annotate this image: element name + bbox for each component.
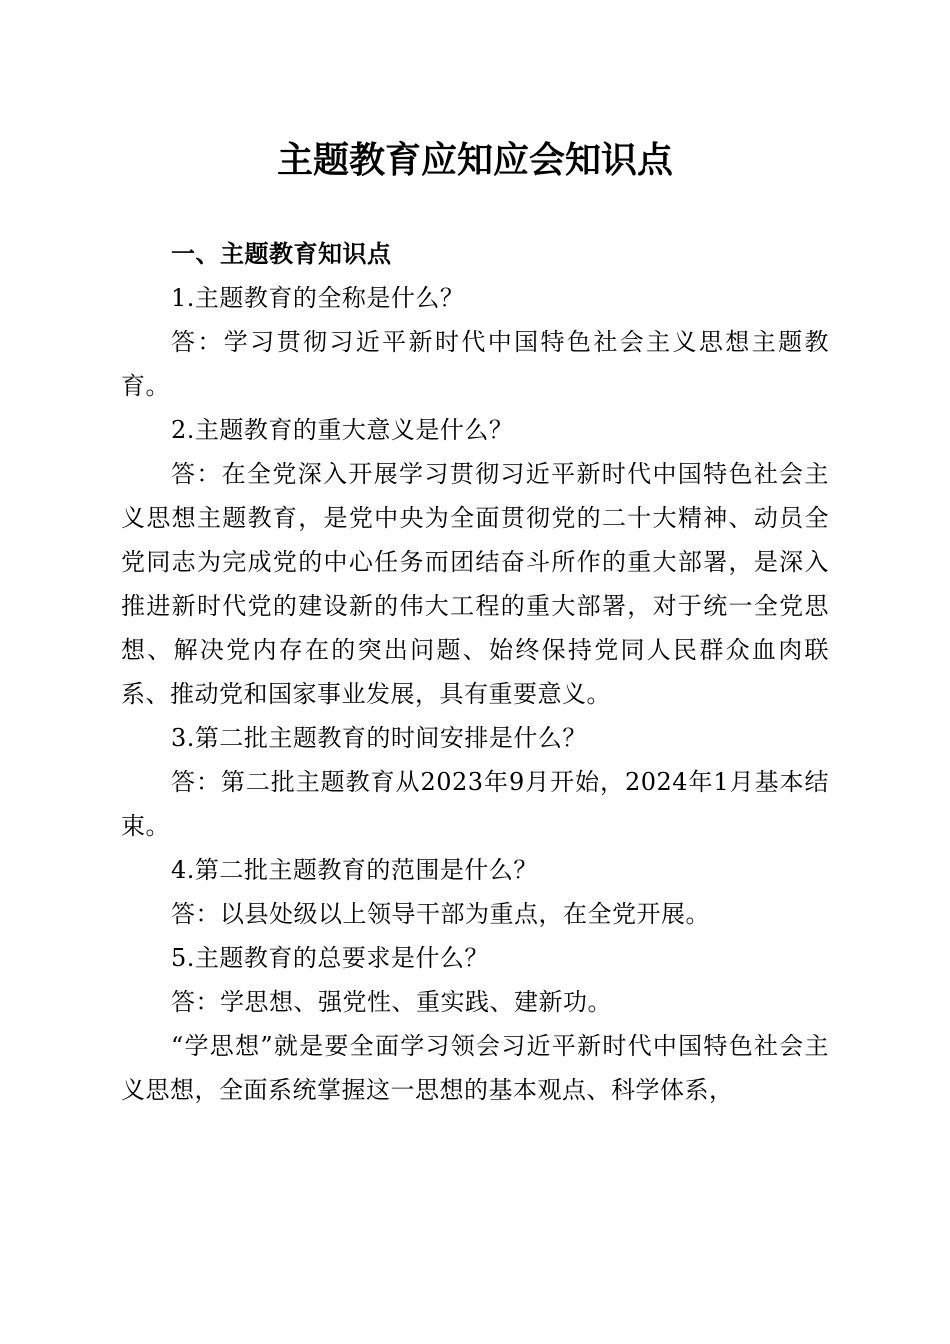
answer-4: 答：以县处级以上领导干部为重点，在全党开展。 [171, 900, 710, 928]
question-3: 3.第二批主题教育的时间安排是什么？ [171, 724, 587, 752]
answer-2: 答：在全党深入开展学习贯彻习近平新时代中国特色社会主义思想主题教育，是党中央为全面贯彻党的二十大精神、动员全党同志为完成党的中心任务而团结奋斗所作的重大部署，是深入推进新时代党的建设新的伟大工程的重大部署，对于统一全党思想、解决党内存在的突出问题、始终保持党同人民群众血肉联系、推动党和国家事业发展，具有重要意义。 [121, 460, 829, 708]
question-4: 4.第二批主题教育的范围是什么？ [171, 856, 538, 884]
question-2: 2.主题教育的重大意义是什么？ [171, 416, 514, 444]
question-5: 5.主题教育的总要求是什么？ [171, 944, 489, 972]
explanation-paragraph: “学思想”就是要全面学习领会习近平新时代中国特色社会主义思想，全面系统掌握这一思想的基本观点、科学体系， [121, 1032, 829, 1104]
question-1: 1.主题教育的全称是什么？ [171, 284, 465, 312]
answer-1: 答：学习贯彻习近平新时代中国特色社会主义思想主题教育。 [121, 328, 829, 400]
answer-5: 答：学思想、强党性、重实践、建新功。 [171, 988, 612, 1016]
document-body [121, 232, 829, 1112]
answer-3: 答：第二批主题教育从2023年9月开始，2024年1月基本结束。 [121, 768, 829, 840]
document-title: 主题教育应知应会知识点 [276, 139, 673, 181]
section-heading: 一、主题教育知识点 [171, 239, 392, 268]
